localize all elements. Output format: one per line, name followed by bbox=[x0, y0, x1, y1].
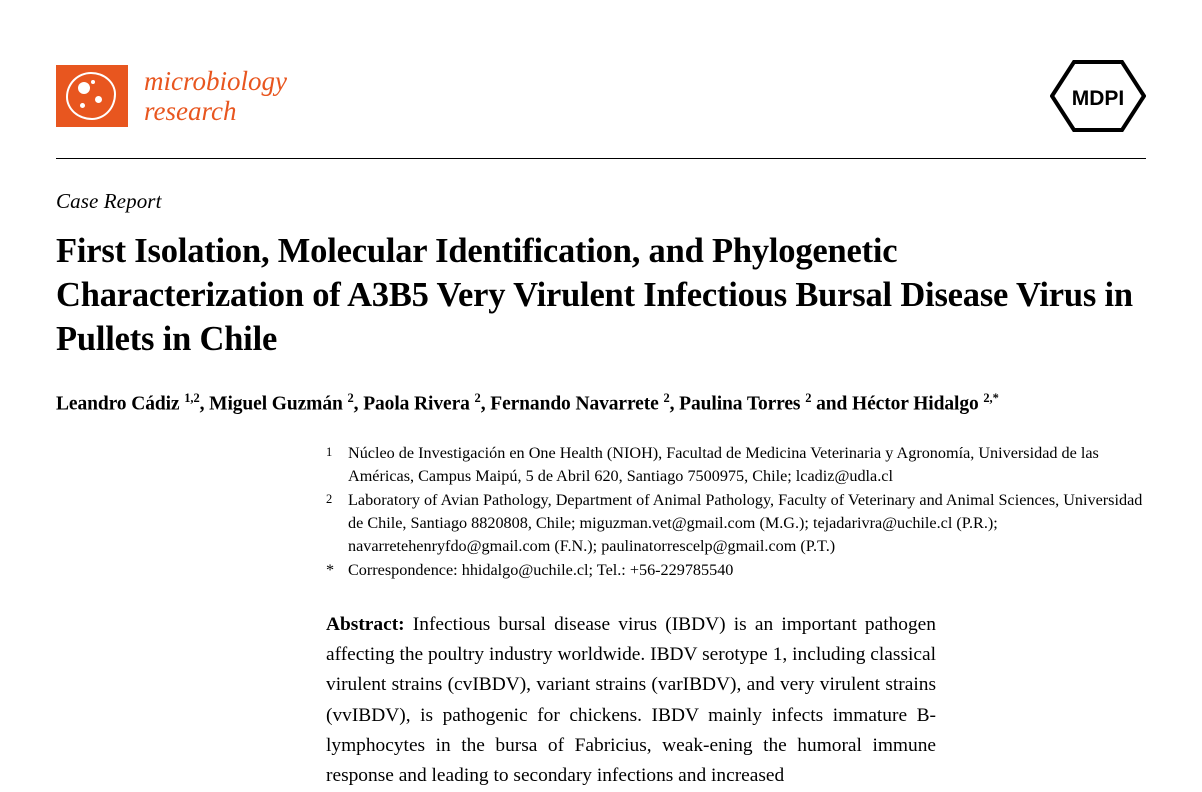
journal-title bbox=[144, 66, 287, 126]
affiliation-item bbox=[326, 442, 1146, 488]
header-divider bbox=[56, 158, 1146, 159]
affiliation-marker: 1 bbox=[326, 444, 333, 459]
correspondence-text: Correspondence: hhidalgo@uchile.cl; Tel.: +56-229785540 bbox=[348, 560, 734, 579]
journal-title-line2: research bbox=[144, 96, 237, 126]
abstract-label: Abstract: bbox=[326, 613, 405, 635]
abstract-section bbox=[326, 610, 936, 792]
correspondence-item bbox=[326, 559, 1146, 582]
journal-title-line1: microbiology bbox=[144, 65, 287, 96]
correspondence-marker: * bbox=[326, 560, 335, 579]
abstract-text: Infectious bursal disease virus (IBDV) is an important pathogen affecting the poultry industry worldwide. IBDV serotype 1, including classical virulent strains (cvIBDV), variant strains (varIBDV), and very virulent strains (vvIBDV), is pathogenic for chickens. IBDV mainly infects immature B-lymphocytes in the bursa of Fabricius, weak-ening the humoral immune response and leading to secondary infections and increased bbox=[326, 613, 936, 787]
petri-dish-icon bbox=[56, 65, 128, 127]
affiliation-list bbox=[326, 442, 1146, 582]
journal-masthead bbox=[56, 0, 1146, 148]
svg-text:MDPI: MDPI bbox=[1071, 87, 1125, 110]
affiliation-item bbox=[326, 489, 1146, 558]
article-type: Case Report bbox=[56, 189, 162, 213]
affiliation-text: Núcleo de Investigación en One Health (NIOH), Facultad de Medicina Veterinaria y Agronomía, Universidad de las Américas, Campus Maipú, 5 de Abril 620, Santiago 7500975, Chile; lcadiz@udla.cl bbox=[348, 443, 1099, 485]
journal-logo bbox=[56, 65, 287, 127]
page-title: First Isolation, Molecular Identification, and Phylogenetic Characterization of A3B5 Very Virulent Infectious Bursal Disease Virus in Pullets in Chile bbox=[56, 232, 1133, 358]
mdpi-logo bbox=[1050, 60, 1146, 132]
affiliation-marker: 2 bbox=[326, 491, 333, 506]
affiliation-text: Laboratory of Avian Pathology, Department of Animal Pathology, Faculty of Veterinary and Animal Sciences, Universidad de Chile, Santiago 8820808, Chile; miguzman.vet@gmail.com (M.G.); tejadarivra@uchile.cl (P.R.); navarretehenryfdo@gmail.com (F.N.); paulinatorrescelp@gmail.com (P.T.) bbox=[348, 490, 1143, 555]
author-list: Leandro Cádiz $^{1,2}$, Miguel Guzmán $^2$, Paola Rivera $^2$, Fernando Navarrete $^2$, Paulina Torres $^2$ and Héctor Hidalgo $^{2,*}$ bbox=[56, 391, 999, 415]
